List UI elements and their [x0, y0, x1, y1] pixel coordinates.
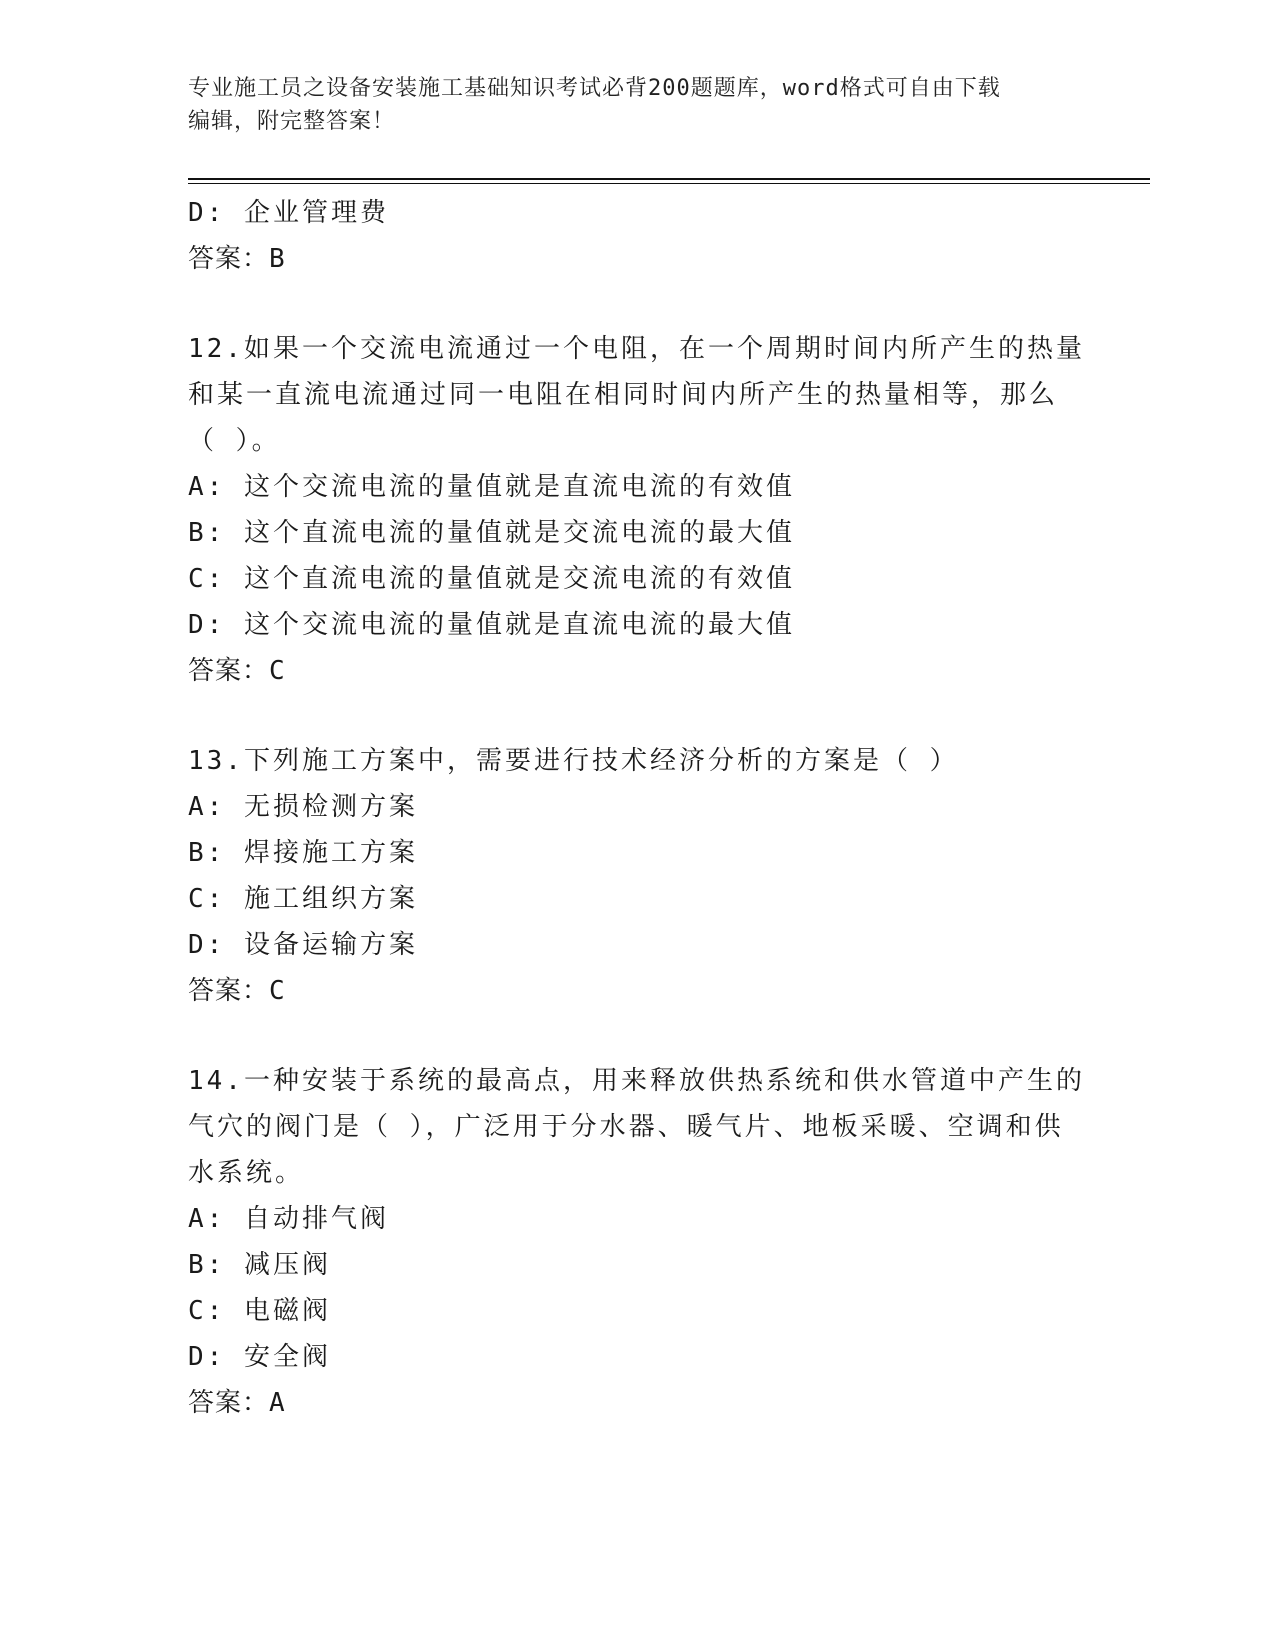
- header-divider-thin: [188, 183, 1150, 184]
- question-stem-line: （ ）。: [188, 426, 281, 456]
- option-a: A: 自动排气阀: [188, 1204, 389, 1234]
- option-c: C: 这个直流电流的量值就是交流电流的有效值: [188, 564, 795, 594]
- option-b: B: 这个直流电流的量值就是交流电流的最大值: [188, 518, 795, 548]
- answer-label: 答案：: [188, 244, 270, 274]
- question-stem-line: 14.一种安装于系统的最高点，用来释放供热系统和供水管道中产生的: [188, 1066, 1085, 1096]
- page-header: [188, 72, 1088, 138]
- answer-value: C: [269, 656, 288, 686]
- question-stem-line: 和某一直流电流通过同一电阻在相同时间内所产生的热量相等，那么: [188, 380, 1059, 410]
- header-line-1: 专业施工员之设备安装施工基础知识考试必背200题题库，word格式可自由下载: [188, 76, 1001, 101]
- option-c: C: 电磁阀: [188, 1296, 331, 1326]
- option-a: A: 无损检测方案: [188, 792, 418, 822]
- header-divider: [188, 178, 1150, 180]
- option-b: B: 减压阀: [188, 1250, 331, 1280]
- question-12: [188, 326, 1088, 694]
- option-d: D: 设备运输方案: [188, 930, 418, 960]
- option-d: D: 这个交流电流的量值就是直流电流的最大值: [188, 610, 795, 640]
- header-line-2: 编辑，附完整答案！: [188, 109, 396, 134]
- answer: [188, 968, 1088, 1014]
- question-stem-line: 12.如果一个交流电流通过一个电阻，在一个周期时间内所产生的热量: [188, 334, 1085, 364]
- answer: [188, 648, 1088, 694]
- answer-value: B: [269, 244, 288, 274]
- prev-option-d: D: 企业管理费: [188, 198, 389, 228]
- question-14: [188, 1058, 1088, 1426]
- answer-value: A: [269, 1388, 288, 1418]
- option-a: A: 这个交流电流的量值就是直流电流的有效值: [188, 472, 795, 502]
- question-stem-line: 13.下列施工方案中，需要进行技术经济分析的方案是（ ）: [188, 746, 959, 776]
- answer-label: 答案：: [188, 976, 270, 1006]
- question-13: [188, 738, 1088, 1014]
- option-b: B: 焊接施工方案: [188, 838, 418, 868]
- question-content: [188, 190, 1088, 1426]
- answer-value: C: [269, 976, 288, 1006]
- question-stem-line: 水系统。: [188, 1158, 305, 1188]
- prev-answer: [188, 236, 1088, 282]
- answer-label: 答案：: [188, 1388, 270, 1418]
- option-d: D: 安全阀: [188, 1342, 331, 1372]
- answer-label: 答案：: [188, 656, 270, 686]
- answer: [188, 1380, 1088, 1426]
- question-stem-line: 气穴的阀门是（ ），广泛用于分水器、暖气片、地板采暖、空调和供: [188, 1112, 1064, 1142]
- option-c: C: 施工组织方案: [188, 884, 418, 914]
